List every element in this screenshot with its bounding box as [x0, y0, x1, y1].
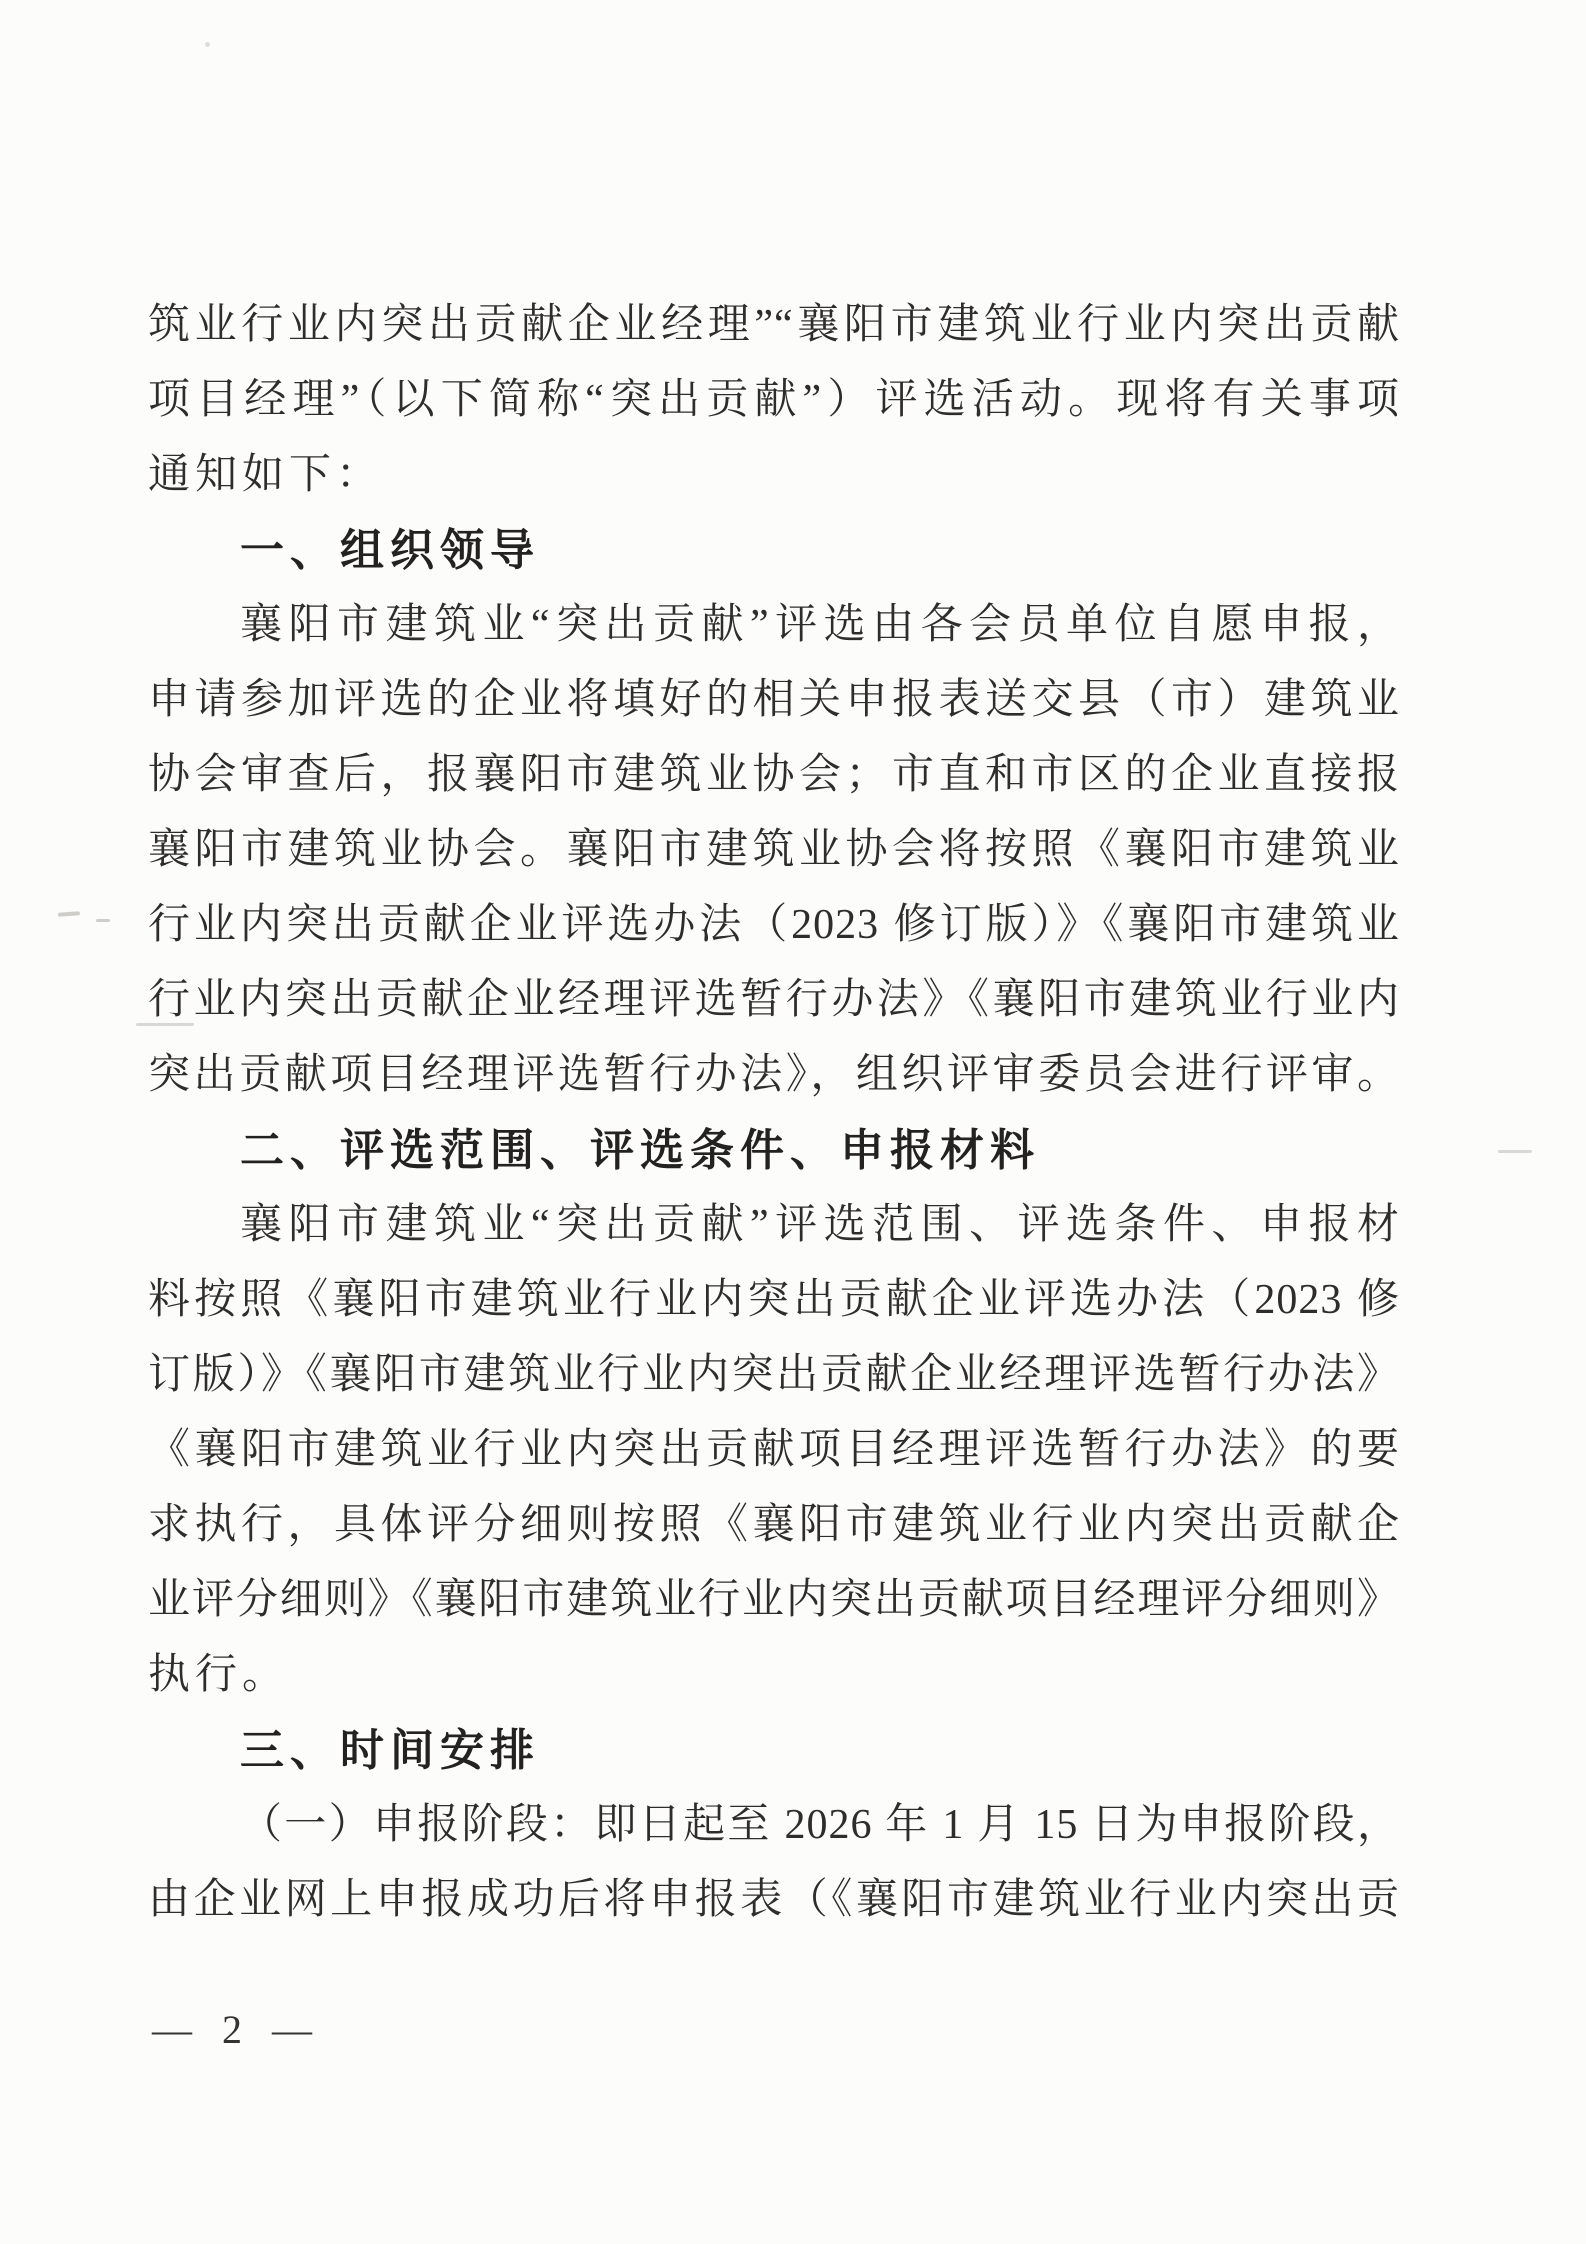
body-line: 突出贡献项目经理评选暂行办法》，组织评审委员会进行评审。 — [148, 1052, 1400, 1098]
body-line: （一）申报阶段：即日起至 2026 年 1 月 15 日为申报阶段， — [240, 1802, 1400, 1848]
body-line: 行业内突出贡献企业经理评选暂行办法》《襄阳市建筑业行业内 — [148, 977, 1400, 1023]
body-line: 行业内突出贡献企业评选办法（2023 修订版）》《襄阳市建筑业 — [148, 902, 1400, 948]
body-line: 协会审查后，报襄阳市建筑业协会；市直和市区的企业直接报 — [148, 752, 1400, 798]
body-line: 业评分细则》《襄阳市建筑业行业内突出贡献项目经理评分细则》 — [148, 1577, 1400, 1623]
body-line: 筑业行业内突出贡献企业经理”“襄阳市建筑业行业内突出贡献 — [148, 302, 1400, 348]
body-line: 襄阳市建筑业协会。襄阳市建筑业协会将按照《襄阳市建筑业 — [148, 827, 1400, 873]
body-line: 料按照《襄阳市建筑业行业内突出贡献企业评选办法（2023 修 — [148, 1277, 1400, 1323]
scan-artifact — [96, 919, 110, 922]
scan-artifact — [205, 42, 210, 47]
body-line: 执行。 — [148, 1652, 290, 1698]
body-line: 项目经理”（以下简称“突出贡献”）评选活动。现将有关事项 — [148, 377, 1400, 423]
body-line: 通知如下： — [148, 452, 384, 498]
section-heading-organization: 一、组织领导 — [240, 526, 540, 575]
document-body — [148, 288, 1400, 1938]
body-line: 申请参加评选的企业将填好的相关申报表送交县（市）建筑业 — [148, 677, 1400, 723]
scan-artifact — [136, 1023, 194, 1026]
body-line: 《襄阳市建筑业行业内突出贡献项目经理评选暂行办法》的要 — [148, 1427, 1400, 1473]
section-heading-schedule: 三、时间安排 — [240, 1726, 540, 1775]
page-number: — 2 — — [152, 2007, 322, 2052]
body-line: 订版）》《襄阳市建筑业行业内突出贡献企业经理评选暂行办法》 — [148, 1352, 1400, 1398]
body-line: 由企业网上申报成功后将申报表（《襄阳市建筑业行业内突出贡 — [148, 1877, 1400, 1923]
scan-artifact — [1498, 1150, 1532, 1153]
body-line: 襄阳市建筑业“突出贡献”评选由各会员单位自愿申报， — [240, 602, 1400, 648]
scan-artifact — [58, 911, 80, 917]
body-line: 襄阳市建筑业“突出贡献”评选范围、评选条件、申报材 — [240, 1202, 1400, 1248]
section-heading-scope: 二、评选范围、评选条件、申报材料 — [240, 1126, 1040, 1175]
body-line: 求执行，具体评分细则按照《襄阳市建筑业行业内突出贡献企 — [148, 1502, 1400, 1548]
